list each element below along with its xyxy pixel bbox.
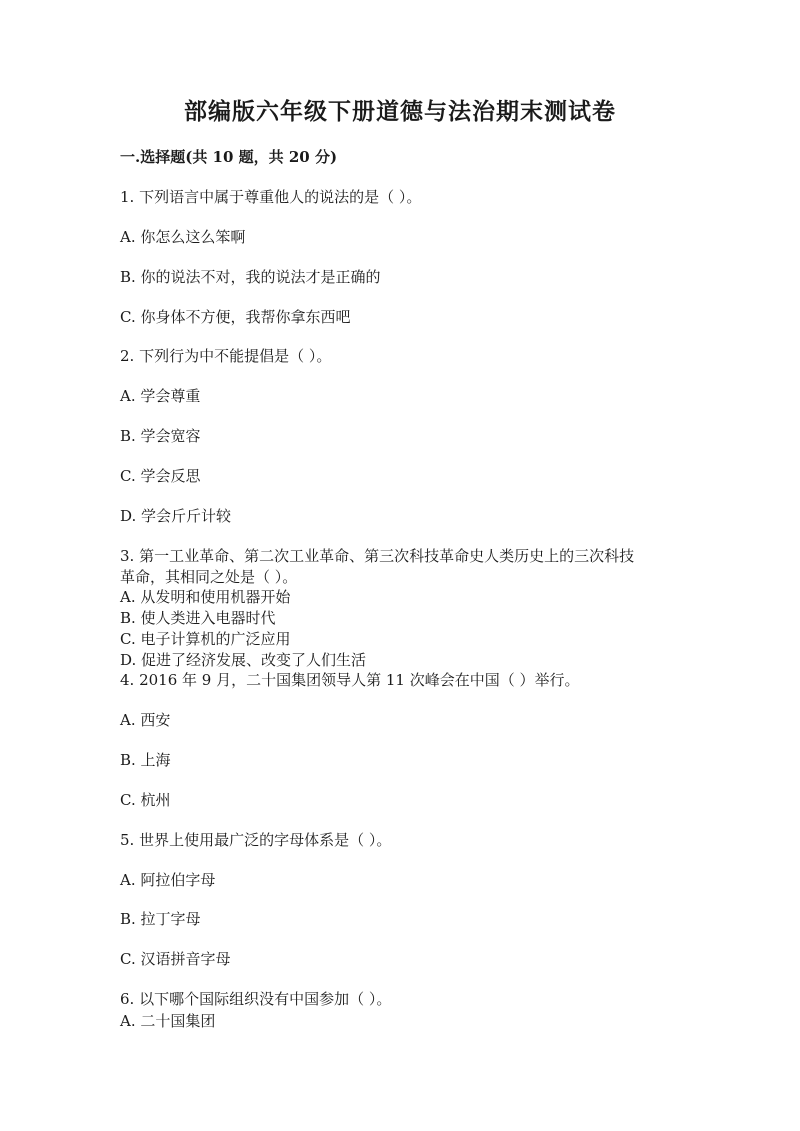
question-3-option-a: A. 从发明和使用机器开始 (120, 588, 291, 606)
question-6-stem: 6. 以下哪个国际组织没有中国参加（ ）。 (120, 990, 392, 1008)
question-4-stem: 4. 2016 年 9 月，二十国集团领导人第 11 次峰会在中国（ ）举行。 (120, 671, 580, 689)
question-5-stem: 5. 世界上使用最广泛的字母体系是（ ）。 (120, 831, 392, 849)
question-2-option-c: C. 学会反思 (120, 467, 201, 485)
section-heading: 一.选择题(共 10 题，共 20 分) (120, 148, 338, 166)
question-1-option-a: A. 你怎么这么笨啊 (120, 228, 246, 246)
question-1-option-c: C. 你身体不方便，我帮你拿东西吧 (120, 308, 351, 326)
question-3-option-c: C. 电子计算机的广泛应用 (120, 630, 291, 648)
question-3-option-d: D. 促进了经济发展、改变了人们生活 (120, 651, 367, 669)
question-4-option-b: B. 上海 (120, 751, 171, 769)
question-1-stem: 1. 下列语言中属于尊重他人的说法的是（ ）。 (120, 188, 422, 206)
question-2-stem: 2. 下列行为中不能提倡是（ ）。 (120, 347, 332, 365)
question-3-stem-line1: 3. 第一工业革命、第二次工业革命、第三次科技革命史人类历史上的三次科技 (120, 547, 635, 565)
question-3-stem-line2: 革命，其相同之处是（ ）。 (120, 568, 298, 586)
question-5-option-b: B. 拉丁字母 (120, 910, 201, 928)
page-title: 部编版六年级下册道德与法治期末测试卷 (184, 98, 616, 125)
question-1-option-b: B. 你的说法不对，我的说法才是正确的 (120, 268, 381, 286)
question-6-option-a: A. 二十国集团 (120, 1012, 216, 1030)
question-2-option-a: A. 学会尊重 (120, 387, 201, 405)
question-5-option-a: A. 阿拉伯字母 (120, 871, 216, 889)
question-5-option-c: C. 汉语拼音字母 (120, 950, 231, 968)
question-3-option-b: B. 使人类进入电器时代 (120, 609, 276, 627)
question-4-option-a: A. 西安 (120, 711, 171, 729)
question-4-option-c: C. 杭州 (120, 791, 171, 809)
question-2-option-b: B. 学会宽容 (120, 427, 201, 445)
question-2-option-d: D. 学会斤斤计较 (120, 507, 232, 525)
